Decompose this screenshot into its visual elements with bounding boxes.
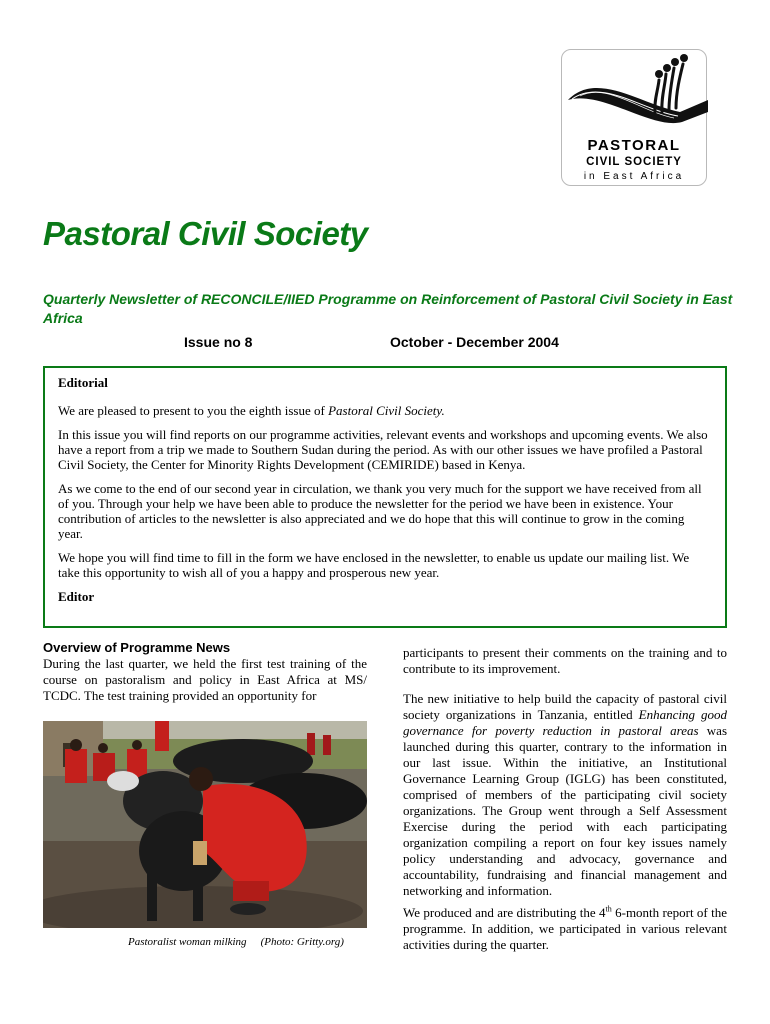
column2-p2-italic: Enhancing good governance for poverty reduction in pastoral areas <box>403 707 727 738</box>
editorial-paragraph-2: In this issue you will find reports on our programme activities, relevant events and workshops and upcoming events. We also have a report from a trip we made to Southern Sudan during the period. As with our other issues we have profiled a Pastoral Civil Society, the Center for Minority Rights Development (CEMIRIDE) based in Kenya. <box>58 427 708 472</box>
caption-text: Pastoralist woman milking <box>128 936 247 948</box>
newsletter-title: Pastoral Civil Society <box>43 215 368 252</box>
editorial-p1-text: We are pleased to present to you the eighth issue of <box>58 403 329 418</box>
logo-line-2: CIVIL SOCIETY <box>586 156 682 168</box>
column2-paragraph-2 <box>403 691 727 899</box>
newsletter-subtitle: Quarterly Newsletter of RECONCILE/IIED Programme on Reinforcement of Pastoral Civil Society in East Africa <box>43 291 733 326</box>
column2-p2-before: The new initiative to help build the capacity of pastoral civil society organizations in Tanzania, entitled <box>403 691 727 722</box>
editorial-paragraph-4: We hope you will find time to fill in the form we have enclosed in the newsletter, to enable us update our mailing list. We take this opportunity to wish all of you a happy and prosperous new year. <box>58 550 690 580</box>
column2-p3-sup: th <box>605 904 612 914</box>
editorial-paragraph-1 <box>58 403 712 418</box>
organization-logo <box>561 49 707 186</box>
overview-paragraph: During the last quarter, we held the first test training of the course on pastoralism and policy in East Africa at MS/ TCDC. The test training provided an opportunity for <box>43 656 367 703</box>
logo-line-1: PASTORAL <box>587 137 681 154</box>
column2-p3-after: 6-month report of the programme. In addition, we participated in various relevant activities during the quarter. <box>403 905 727 952</box>
column2-p2-after: was launched during this quarter, contrary to the information in our last issue. Within the initiative, an Institutional Governance Learning Group (IGLG) has been constituted, comprised of members of the participating civil society organizations. The Group went through a Self Assessment Exercise during the period with each participating organization compiling a report on four key issues namely policy understanding and advocacy, governance and accountability, fundraising and financial management and networking and information. <box>403 723 728 898</box>
issue-number: Issue no 8 <box>184 334 253 350</box>
column2-p3-before: We produced and are distributing the 4 <box>403 905 606 920</box>
editorial-p1-italic: Pastoral Civil Society. <box>328 403 445 418</box>
editorial-signoff: Editor <box>58 589 95 604</box>
overview-heading: Overview of Programme News <box>43 640 231 655</box>
editorial-box <box>43 366 727 628</box>
milking-photo <box>43 721 367 928</box>
column2-paragraph-3 <box>403 905 727 953</box>
photo-caption <box>128 936 344 948</box>
caption-credit: (Photo: Gritty.org) <box>260 936 344 948</box>
editorial-paragraph-3: As we come to the end of our second year in circulation, we thank you very much for the support we have received from all of you. Through your help we have been able to produce the newsletter for the period we have been in existence. Your contribution of articles to the newsletter is also appreciated and we do hope that this will continue to grow in the coming year. <box>58 481 702 541</box>
column2-paragraph-1: participants to present their comments on the training and to contribute to its improvement. <box>403 645 727 676</box>
issue-date: October - December 2004 <box>390 334 559 350</box>
editorial-heading: Editorial <box>58 375 108 390</box>
logo-line-3: in East Africa <box>583 171 685 182</box>
